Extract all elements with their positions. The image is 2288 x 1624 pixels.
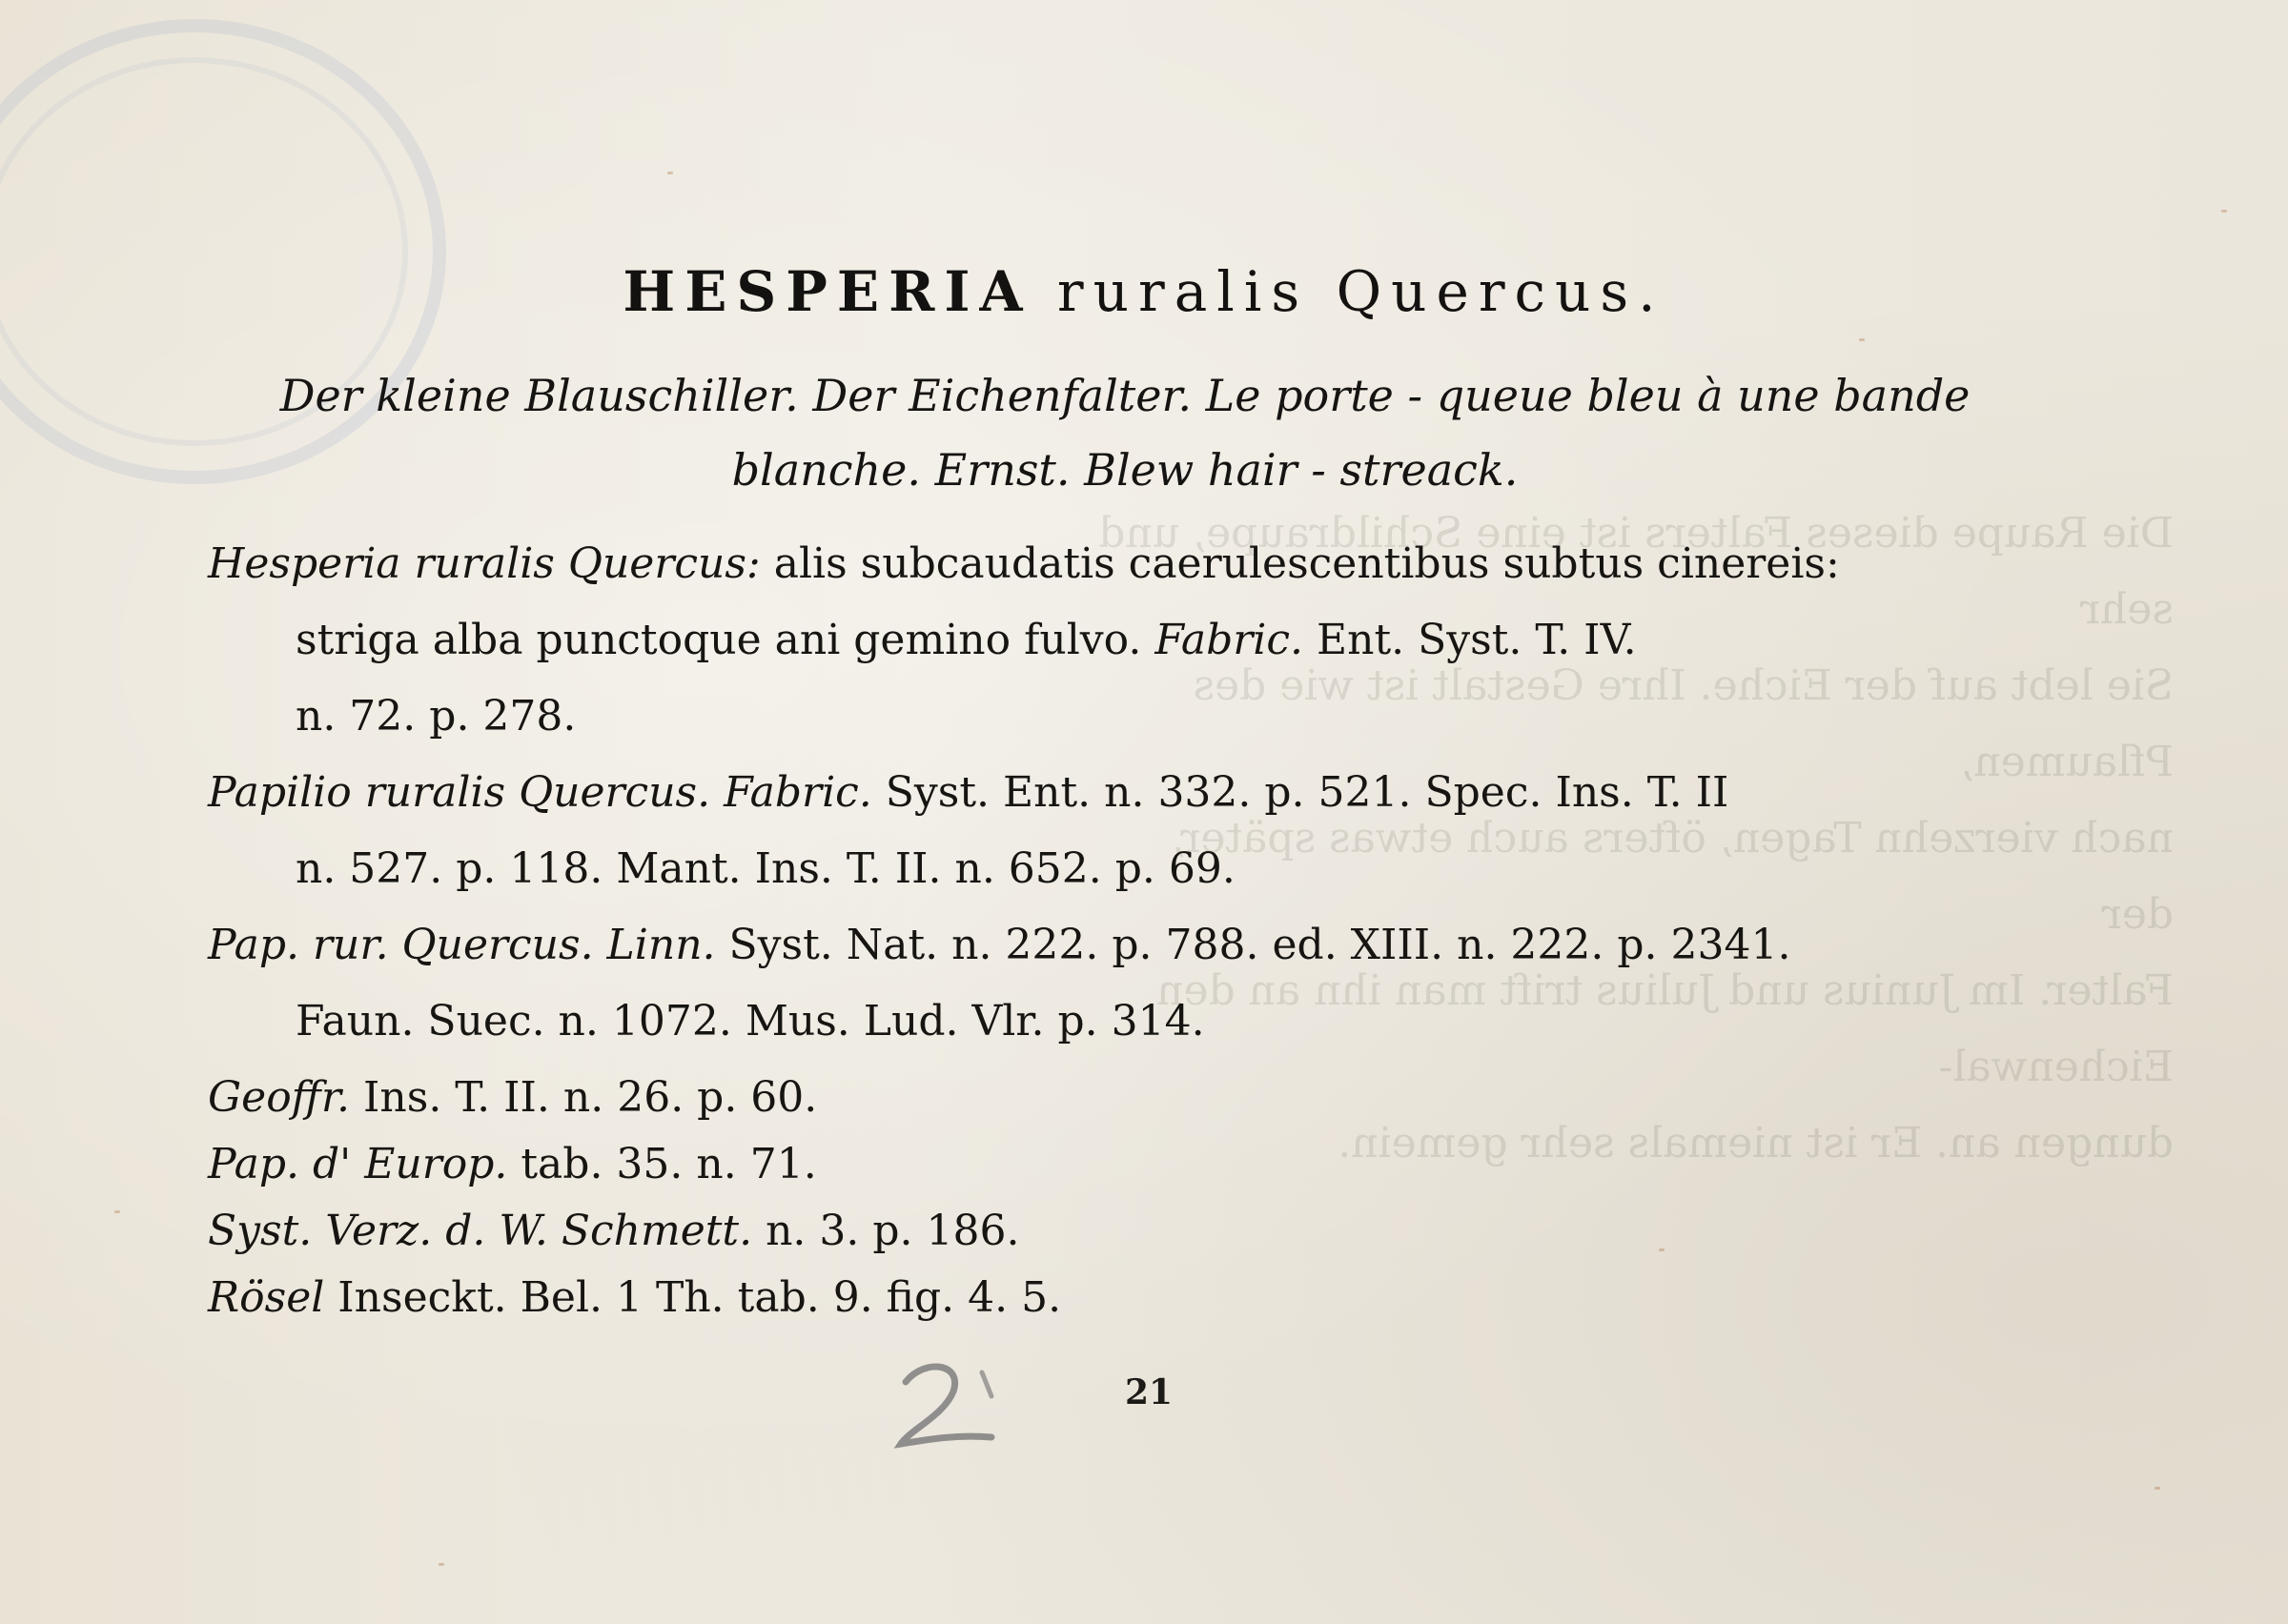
entry-italic: Pap. rur. Quercus. Linn. (208, 921, 716, 969)
entry-italic: Rösel (208, 1273, 325, 1322)
reference-entry (208, 755, 2105, 907)
entry-line (208, 602, 2105, 679)
entry-line (208, 984, 2105, 1060)
reference-entry (208, 1260, 2105, 1336)
entry-italic: Syst. Verz. d. W. Schmett. (208, 1207, 753, 1255)
entry-line (208, 1060, 2105, 1136)
entry-text: tab. 35. n. 71. (507, 1140, 817, 1188)
entry-italic: Papilio ruralis Quercus. (208, 768, 711, 817)
reference-entry (208, 907, 2105, 1060)
paper-fleck (667, 172, 673, 174)
entry-line (208, 907, 2105, 984)
entry-text: Faun. Suec. n. 1072. Mus. Lud. Vlr. p. 314. (296, 997, 1205, 1045)
paper-fleck (114, 1210, 120, 1213)
entry-ref-italic: Fabric. (724, 768, 872, 817)
pencil-mark (887, 1353, 1020, 1458)
entry-line (208, 526, 2105, 602)
entry-line (208, 1127, 2105, 1203)
paper-fleck (1859, 338, 1865, 341)
entry-line (208, 679, 2105, 755)
entry-line (208, 755, 2105, 831)
entry-line (208, 831, 2105, 907)
pencil-mark-text: 2 (887, 1353, 888, 1354)
title-species: ruralis Quercus. (1056, 259, 1665, 324)
paper-fleck (439, 1563, 444, 1566)
page-title (0, 259, 2288, 324)
entry-text: Ins. T. II. n. 26. p. 60. (350, 1073, 818, 1122)
common-names (133, 358, 2116, 507)
entry-text: striga alba punctoque ani gemino fulvo. (296, 616, 1155, 664)
entry-text: Syst. Nat. n. 222. p. 788. ed. XIII. n. 222. p. 2341. (715, 921, 1791, 969)
entry-line (208, 1193, 2105, 1269)
title-genus: HESPERIA (623, 259, 1032, 324)
entry-text: Inseckt. Bel. 1 Th. tab. 9. fig. 4. 5. (324, 1273, 1062, 1322)
entry-line (208, 1260, 2105, 1336)
reference-entry (208, 1060, 2105, 1136)
common-names-line-1: Der kleine Blauschiller. Der Eichenfalter. Le porte - queue bleu à une bande (279, 370, 1971, 421)
entry-text: n. 3. p. 186. (752, 1207, 1020, 1255)
entry-italic: Hesperia ruralis Quercus: (208, 539, 761, 588)
page-number: 21 (1125, 1372, 1174, 1412)
entry-ref-text: Syst. Ent. n. 332. p. 521. Spec. Ins. T. II (871, 768, 1729, 817)
bleed-through-text: Die Raupe dieses Falters ist eine Schildraupe, und sehr Sie lebt auf der Eiche. Ihre Gestalt ist wie des Pflaumen, nach vierzehn Tagen, öfters auch etwas später, der Falter. Im Junius und Julius trift man ihn an den Eichenwal- dungen an. Er ist niemals sehr gemein. (1098, 509, 2174, 1167)
entry-text (710, 768, 724, 817)
entry-italic: Pap. d' Europ. (208, 1140, 508, 1188)
common-names-line-2: blanche. Ernst. Blew hair - streack. (731, 444, 1519, 496)
paper-fleck (2221, 210, 2227, 213)
entry-italic: Geoffr. (208, 1073, 351, 1122)
entry-ref-text: Ent. Syst. T. IV. (1303, 616, 1637, 664)
paper-fleck (2155, 1487, 2160, 1490)
entry-text: n. 72. p. 278. (296, 692, 577, 741)
entry-ref-italic: Fabric. (1154, 616, 1303, 664)
reference-entry (208, 526, 2105, 755)
reference-entry (208, 1193, 2105, 1269)
entry-text: alis subcaudatis caerulescentibus subtus cinereis: (760, 539, 1840, 588)
reference-entry (208, 1127, 2105, 1203)
entry-text: n. 527. p. 118. Mant. Ins. T. II. n. 652. p. 69. (296, 844, 1236, 893)
